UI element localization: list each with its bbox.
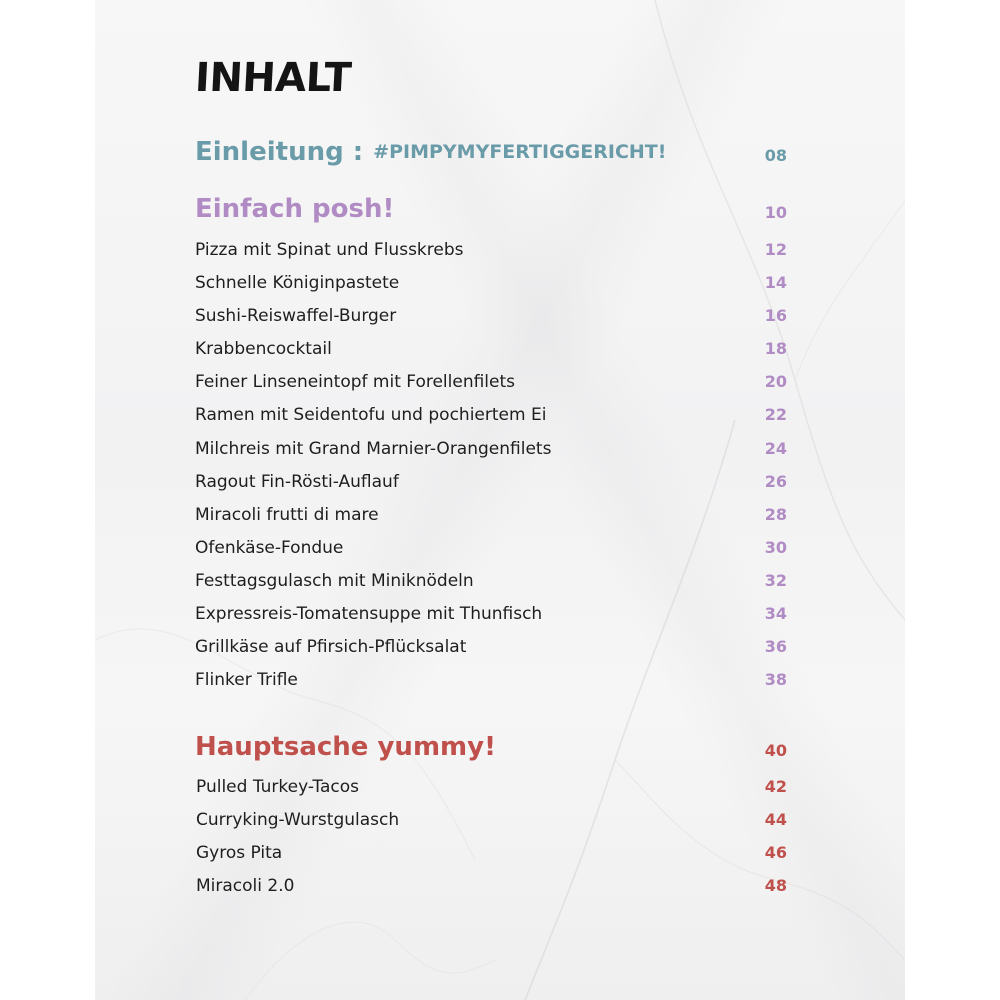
recipe-title: Pulled Turkey-Tacos [196,777,360,797]
section-intro-page-number: 08 [764,146,787,165]
recipe-page-number: 44 [764,810,787,830]
recipe-page-number: 26 [764,471,787,491]
recipe-entry [196,777,787,810]
recipe-page-number: 30 [764,537,787,557]
recipe-title: Sushi-Reiswaffel-Burger [195,306,397,327]
section-posh-title: Einfach posh! [195,194,395,224]
recipe-entry [195,505,787,538]
recipe-title: Miracoli 2.0 [196,876,295,897]
recipe-page-number: 20 [764,372,787,392]
recipe-page-number: 36 [764,637,787,657]
recipe-title: Ofenkäse-Fondue [195,537,344,558]
recipe-title: Flinker Trifle [195,670,298,691]
recipe-page-number: 46 [764,843,787,863]
recipe-title: Miracoli frutti di mare [195,504,379,525]
recipe-entry [195,670,787,703]
recipe-entry [195,372,787,405]
recipe-entry [195,306,787,339]
recipe-page-number: 32 [764,570,787,590]
recipe-page-number: 34 [764,604,787,624]
recipe-entry [195,637,787,670]
recipe-title: Pizza mit Spinat und Flusskrebs [195,240,464,260]
recipe-title: Ragout Fin-Rösti-Auflauf [195,471,399,492]
posh-recipe-list [195,240,787,703]
recipe-entry [195,439,787,472]
section-yummy [195,729,787,765]
recipe-title: Festtagsgulasch mit Miniknödeln [195,570,474,591]
section-posh-page-number: 10 [764,203,787,222]
section-intro-hashtag: #PIMPYMYFERTIGGERICHT! [373,141,667,163]
section-yummy-page-number: 40 [764,741,787,760]
recipe-title: Milchreis mit Grand Marnier-Orangenfilets [195,438,552,459]
section-yummy-title: Hauptsache yummy! [195,732,496,762]
section-intro [195,134,787,170]
recipe-entry [195,472,787,505]
recipe-title: Expressreis-Tomatensuppe mit Thunfisch [195,604,543,625]
recipe-page-number: 22 [764,405,787,425]
recipe-page-number: 12 [764,240,787,259]
section-posh [195,191,787,227]
recipe-page-number: 14 [764,273,787,293]
recipe-entry [196,876,787,909]
page-title: INHALT [193,55,353,101]
recipe-entry [195,339,787,372]
recipe-title: Feiner Linseneintopf mit Forellenfilets [195,372,516,393]
recipe-title: Curryking-Wurstgulasch [196,810,400,831]
recipe-title: Schnelle Königinpastete [195,273,400,294]
recipe-page-number: 18 [764,339,787,359]
recipe-page-number: 24 [764,438,787,458]
recipe-entry [195,604,787,637]
recipe-page-number: 38 [764,670,787,690]
recipe-entry [195,405,787,438]
book-page [95,0,905,1000]
recipe-page-number: 16 [764,306,787,326]
recipe-page-number: 48 [764,876,787,896]
recipe-entry [195,538,787,571]
yummy-recipe-list [196,777,787,909]
section-intro-title: Einleitung : [195,137,364,167]
recipe-page-number: 28 [764,504,787,524]
recipe-title: Gyros Pita [196,843,283,864]
recipe-entry [195,571,787,604]
recipe-title: Krabbencocktail [195,339,332,360]
recipe-entry [195,273,787,306]
recipe-entry [196,810,787,843]
recipe-page-number: 42 [764,777,787,796]
recipe-title: Grillkäse auf Pfirsich-Pflücksalat [195,637,467,658]
recipe-entry [195,240,787,273]
recipe-entry [196,843,787,876]
recipe-title: Ramen mit Seidentofu und pochiertem Ei [195,405,547,426]
